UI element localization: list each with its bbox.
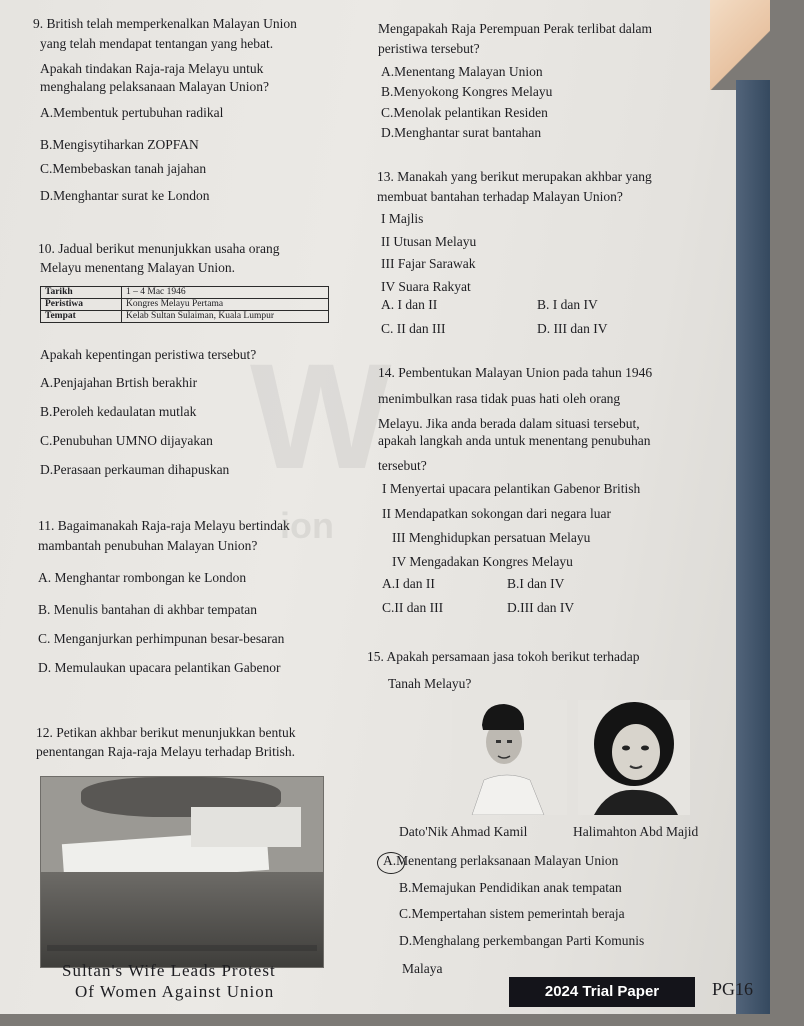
portrait-halimahton — [578, 700, 690, 815]
portrait-label-1: Dato'Nik Ahmad Kamil — [399, 824, 528, 839]
portrait-nik-ahmad-kamil — [452, 700, 567, 815]
table-row — [41, 287, 329, 299]
q13-option-d: D. III dan IV — [537, 321, 608, 336]
q12-option-b: B.Menyokong Kongres Melayu — [381, 84, 553, 99]
q14-stem-1: 14. Pembentukan Malayan Union pada tahun 1946 — [378, 365, 653, 380]
q15-option-a: A.Menentang perlaksanaan Malayan Union — [383, 853, 619, 868]
q11-stem-2: mambantah penubuhan Malayan Union? — [38, 538, 258, 553]
q14-option-c: C.II dan III — [382, 600, 444, 615]
q14-item-iii: III Menghidupkan persatuan Melayu — [392, 530, 591, 545]
q13-item-ii: II Utusan Melayu — [381, 234, 477, 249]
q12-stem-3: Mengapakah Raja Perempuan Perak terlibat dalam — [378, 21, 653, 36]
q14-stem-2: menimbulkan rasa tidak puas hati oleh orang — [378, 391, 621, 406]
q14-option-d: D.III dan IV — [507, 600, 575, 615]
q12-option-d: D.Menghantar surat bantahan — [381, 125, 542, 140]
table-row — [41, 299, 329, 311]
q12-stem-2: penentangan Raja-raja Melayu terhadap British. — [36, 744, 296, 759]
q13-option-b: B. I dan IV — [537, 297, 598, 312]
q10-option-d: D.Perasaan perkauman dihapuskan — [40, 462, 230, 477]
q10-question: Apakah kepentingan peristiwa tersebut? — [40, 347, 257, 362]
q15-stem-2: Tanah Melayu? — [388, 676, 472, 691]
q14-option-a: A.I dan II — [382, 576, 435, 591]
q12-option-a: A.Menentang Malayan Union — [381, 64, 543, 79]
photo-caption-strip — [47, 945, 317, 951]
q13-item-iii: III Fajar Sarawak — [381, 256, 476, 271]
q15-stem-1: 15. Apakah persamaan jasa tokoh berikut terhadap — [367, 649, 640, 664]
page-number: PG16 — [712, 979, 754, 999]
q15-option-c: C.Mempertahan sistem pemerintah beraja — [399, 906, 625, 921]
portrait-label-2: Halimahton Abd Majid — [573, 824, 699, 839]
q15-option-d-cont: Malaya — [402, 961, 443, 976]
portrait-woman-illustration — [578, 700, 690, 815]
watermark-logo: W — [250, 332, 386, 500]
q13-stem-2: membuat bantahan terhadap Malayan Union? — [377, 189, 623, 204]
q15-option-b: B.Memajukan Pendidikan anak tempatan — [399, 880, 622, 895]
photo-crowd — [41, 872, 323, 967]
q12-stem-1: 12. Petikan akhbar berikut menunjukkan bentuk — [36, 725, 296, 740]
q11-option-a: A. Menghantar rombongan ke London — [38, 570, 247, 585]
q11-option-b: B. Menulis bantahan di akhbar tempatan — [38, 602, 257, 617]
q14-stem-5: tersebut? — [378, 458, 427, 473]
photo-banner — [191, 807, 301, 847]
q10-stem-2: Melayu menentang Malayan Union. — [40, 260, 235, 275]
table-cell: Kongres Melayu Pertama — [122, 299, 329, 311]
q9-stem-2: yang telah mendapat tentangan yang hebat. — [40, 36, 274, 51]
background-edge — [736, 80, 770, 1014]
q14-item-i: I Menyertai upacara pelantikan Gabenor British — [382, 481, 641, 496]
q10-table — [40, 286, 329, 323]
q14-item-ii: II Mendapatkan sokongan dari negara luar — [382, 506, 612, 521]
q10-stem-1: 10. Jadual berikut menunjukkan usaha orang — [38, 241, 280, 256]
q15-option-d: D.Menghalang perkembangan Parti Komunis — [399, 933, 645, 948]
q13-stem-1: 13. Manakah yang berikut merupakan akhbar yang — [377, 169, 652, 184]
q13-item-i: I Majlis — [381, 211, 424, 226]
table-cell: Tarikh — [41, 287, 122, 299]
q14-stem-3: Melayu. Jika anda berada dalam situasi tersebut, — [378, 416, 640, 431]
q9-option-c: C.Membebaskan tanah jajahan — [40, 161, 207, 176]
q10-option-b: B.Peroleh kedaulatan mutlak — [40, 404, 197, 419]
table-row — [41, 311, 329, 323]
q9-option-d: D.Menghantar surat ke London — [40, 188, 210, 203]
q14-item-iv: IV Mengadakan Kongres Melayu — [392, 554, 573, 569]
q11-option-d: D. Memulaukan upacara pelantikan Gabenor — [38, 660, 281, 675]
table-cell: 1 – 4 Mac 1946 — [122, 287, 329, 299]
newspaper-photo — [40, 776, 324, 968]
q10-option-a: A.Penjajahan Brtish berakhir — [40, 375, 198, 390]
q13-item-iv: IV Suara Rakyat — [381, 279, 471, 294]
q14-option-b: B.I dan IV — [507, 576, 565, 591]
trial-paper-badge: 2024 Trial Paper — [509, 977, 695, 1007]
q12-stem-4: peristiwa tersebut? — [378, 41, 480, 56]
table-cell: Peristiwa — [41, 299, 122, 311]
q11-option-c: C. Menganjurkan perhimpunan besar-besaran — [38, 631, 285, 646]
watermark-text: ion — [280, 505, 334, 546]
newspaper-headline-1: Sultan's Wife Leads Protest — [62, 961, 276, 980]
q9-option-b: B.Mengisytiharkan ZOPFAN — [40, 137, 199, 152]
newspaper-headline-2: Of Women Against Union — [75, 982, 275, 1001]
q12-option-c: C.Menolak pelantikan Residen — [381, 105, 548, 120]
q14-stem-4: apakah langkah anda untuk menentang penubuhan — [378, 433, 651, 448]
table-cell: Kelab Sultan Sulaiman, Kuala Lumpur — [122, 311, 329, 323]
tape-corner — [710, 0, 770, 90]
q13-option-a: A. I dan II — [381, 297, 438, 312]
portrait-man-illustration — [452, 700, 567, 815]
q9-stem-4: menghalang pelaksanaan Malayan Union? — [40, 79, 270, 94]
table-cell: Tempat — [41, 311, 122, 323]
q9-stem-1: 9. British telah memperkenalkan Malayan Union — [33, 16, 297, 31]
q9-option-a: A.Membentuk pertubuhan radikal — [40, 105, 224, 120]
q13-option-c: C. II dan III — [381, 321, 446, 336]
q10-option-c: C.Penubuhan UMNO dijayakan — [40, 433, 213, 448]
q11-stem-1: 11. Bagaimanakah Raja-raja Melayu bertindak — [38, 518, 290, 533]
q9-stem-3: Apakah tindakan Raja-raja Melayu untuk — [40, 61, 264, 76]
